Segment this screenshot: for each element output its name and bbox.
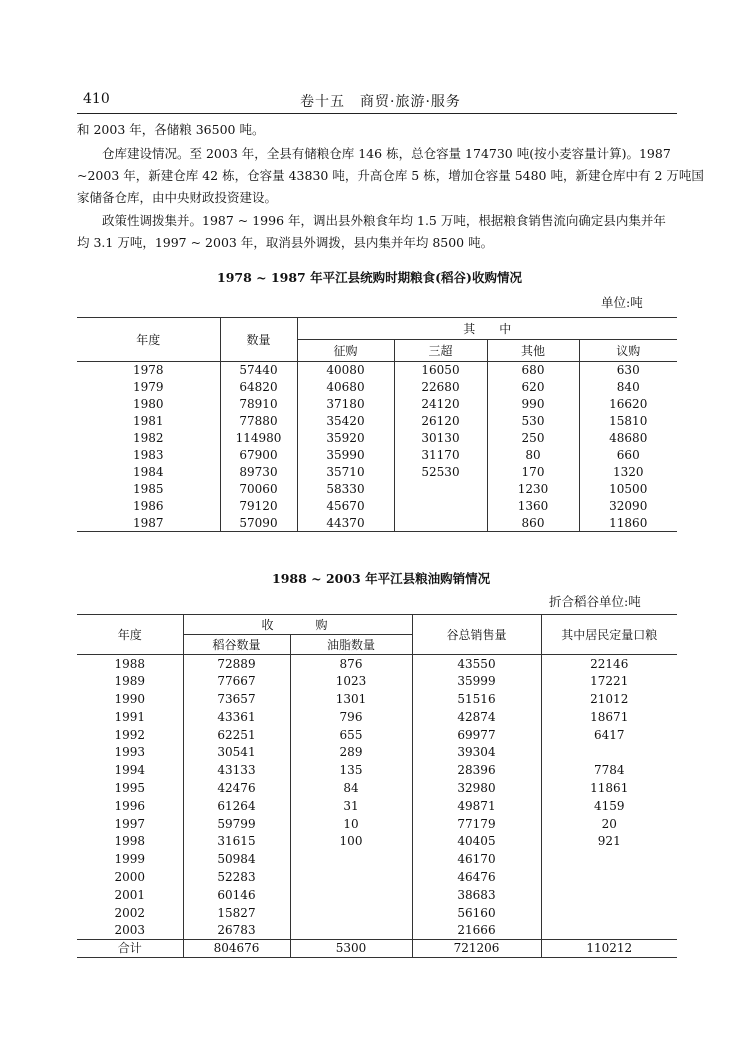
- table-cell: 57440: [220, 362, 297, 379]
- table-cell: 1983: [77, 447, 220, 464]
- table-cell: 630: [579, 362, 677, 379]
- table-cell: 1993: [77, 743, 183, 761]
- col-header-total: 数量: [220, 318, 297, 362]
- header-rule: [77, 113, 677, 114]
- table-cell: 2001: [77, 886, 183, 904]
- table-cell: [541, 850, 677, 868]
- table-cell: 1997: [77, 815, 183, 833]
- text-line: ~2003 年，新建仓库 42 栋，仓容量 43830 吨，升高仓库 5 栋，增加仓容量 5480 吨，新建仓库中有 2 万吨国: [77, 168, 704, 183]
- table-cell: 170: [487, 464, 579, 481]
- table-cell: 89730: [220, 464, 297, 481]
- text-line: 和 2003 年，各储粮 36500 吨。: [77, 122, 265, 137]
- table-cell: 52530: [394, 464, 487, 481]
- table-cell: [394, 515, 487, 532]
- table-cell: 79120: [220, 498, 297, 515]
- page-number: 410: [83, 91, 110, 107]
- table-row: [77, 362, 677, 379]
- table-1988-2003: [77, 614, 677, 958]
- table-cell: 61264: [183, 797, 290, 815]
- table-cell: 31170: [394, 447, 487, 464]
- subcol-header: 三超: [394, 340, 487, 362]
- table-cell: 1984: [77, 464, 220, 481]
- table-cell: 1998: [77, 832, 183, 850]
- table-cell: 35990: [297, 447, 394, 464]
- table-cell: 1995: [77, 779, 183, 797]
- table-cell: 62251: [183, 726, 290, 744]
- table-cell: [541, 886, 677, 904]
- table-cell: 48680: [579, 430, 677, 447]
- table-cell: 78910: [220, 396, 297, 413]
- table-row: [77, 886, 677, 904]
- table-cell: [290, 850, 412, 868]
- table1-unit: 单位:吨: [601, 295, 643, 310]
- table-cell: 1988: [77, 655, 183, 673]
- subcol-header: 油脂数量: [290, 635, 412, 655]
- table-row: [77, 498, 677, 515]
- table-row: [77, 708, 677, 726]
- table-cell: 58330: [297, 481, 394, 498]
- table-row: [77, 447, 677, 464]
- table-cell: 1978: [77, 362, 220, 379]
- table-cell: 35920: [297, 430, 394, 447]
- table-cell: 39304: [412, 743, 541, 761]
- paragraph: [77, 210, 677, 254]
- table-row: [77, 779, 677, 797]
- table-cell: 15810: [579, 413, 677, 430]
- table-cell: 680: [487, 362, 579, 379]
- table-cell: 45670: [297, 498, 394, 515]
- table-cell: 135: [290, 761, 412, 779]
- text-line: 家储备仓库，由中央财政投资建设。: [77, 190, 278, 205]
- table-cell: [290, 886, 412, 904]
- table-cell: 840: [579, 379, 677, 396]
- table2-title: 1988 ~ 2003 年平江县粮油购销情况: [272, 571, 491, 586]
- table-row: [77, 464, 677, 481]
- table-cell: 67900: [220, 447, 297, 464]
- table-cell: 1986: [77, 498, 220, 515]
- table-1978-1987: [77, 317, 677, 532]
- table-cell: 37180: [297, 396, 394, 413]
- table-cell: 110212: [541, 939, 677, 957]
- table-cell: 114980: [220, 430, 297, 447]
- table-cell: [541, 921, 677, 939]
- table-cell: 1982: [77, 430, 220, 447]
- subcol-header: 稻谷数量: [183, 635, 290, 655]
- table-cell: 21012: [541, 690, 677, 708]
- table-cell: 38683: [412, 886, 541, 904]
- table-row: [77, 515, 677, 532]
- table-cell: 4159: [541, 797, 677, 815]
- table-row: [77, 690, 677, 708]
- table1-title: 1978 ~ 1987 年平江县统购时期粮食(稻谷)收购情况: [217, 270, 522, 285]
- table-cell: 77179: [412, 815, 541, 833]
- table-cell: 50984: [183, 850, 290, 868]
- table-row: [77, 868, 677, 886]
- table-cell: 43550: [412, 655, 541, 673]
- col-header-resident-grain: 其中居民定量口粮: [541, 615, 677, 655]
- table-cell: [541, 868, 677, 886]
- table-cell: 22146: [541, 655, 677, 673]
- table-cell: 52283: [183, 868, 290, 886]
- table-row: [77, 379, 677, 396]
- table-cell: 42874: [412, 708, 541, 726]
- table-row: [77, 815, 677, 833]
- table-cell: 2002: [77, 904, 183, 922]
- table-cell: 10: [290, 815, 412, 833]
- table-row: [77, 761, 677, 779]
- table-cell: 57090: [220, 515, 297, 532]
- table-cell: 804676: [183, 939, 290, 957]
- running-head: 卷十五 商贸·旅游·服务: [300, 94, 461, 110]
- table-cell: 2003: [77, 921, 183, 939]
- table-cell: 1981: [77, 413, 220, 430]
- table-cell: 796: [290, 708, 412, 726]
- table-cell: 35420: [297, 413, 394, 430]
- table-cell: [290, 904, 412, 922]
- table-cell: 60146: [183, 886, 290, 904]
- table-cell: 73657: [183, 690, 290, 708]
- table-cell: 1990: [77, 690, 183, 708]
- table-cell: 1979: [77, 379, 220, 396]
- table-cell: 26120: [394, 413, 487, 430]
- table-cell: 660: [579, 447, 677, 464]
- table-cell: 5300: [290, 939, 412, 957]
- table-cell: 17221: [541, 672, 677, 690]
- table-cell: 32980: [412, 779, 541, 797]
- subcol-header: 征购: [297, 340, 394, 362]
- table-cell: [290, 921, 412, 939]
- table-cell: 1985: [77, 481, 220, 498]
- table-cell: 1999: [77, 850, 183, 868]
- table-cell: 1996: [77, 797, 183, 815]
- table-cell: 56160: [412, 904, 541, 922]
- table-cell: 26783: [183, 921, 290, 939]
- table-cell: 84: [290, 779, 412, 797]
- table-row: [77, 832, 677, 850]
- paragraph: [77, 143, 704, 209]
- table-cell: 1360: [487, 498, 579, 515]
- table-cell: 2000: [77, 868, 183, 886]
- table-cell: 16620: [579, 396, 677, 413]
- table-cell: 40405: [412, 832, 541, 850]
- table-cell: 44370: [297, 515, 394, 532]
- table-cell: 28396: [412, 761, 541, 779]
- table-cell: 7784: [541, 761, 677, 779]
- table-cell: 43133: [183, 761, 290, 779]
- table-cell: 70060: [220, 481, 297, 498]
- table-total-row: [77, 939, 677, 957]
- text-line: 政策性调拨集并。1987 ~ 1996 年，调出县外粮食年均 1.5 万吨，根据粮食销售流向确定县内集并年: [102, 213, 666, 228]
- table-cell: 合计: [77, 939, 183, 957]
- table-cell: 35710: [297, 464, 394, 481]
- table-cell: 530: [487, 413, 579, 430]
- table-cell: 40080: [297, 362, 394, 379]
- table-cell: 1301: [290, 690, 412, 708]
- table-cell: 1320: [579, 464, 677, 481]
- table-cell: 1023: [290, 672, 412, 690]
- table-cell: 18671: [541, 708, 677, 726]
- table-row: [77, 413, 677, 430]
- table-cell: [394, 498, 487, 515]
- table-cell: [541, 904, 677, 922]
- table-cell: 24120: [394, 396, 487, 413]
- table-row: [77, 655, 677, 673]
- table-cell: 69977: [412, 726, 541, 744]
- table-cell: 15827: [183, 904, 290, 922]
- table-cell: 921: [541, 832, 677, 850]
- table-cell: 59799: [183, 815, 290, 833]
- table-cell: 31: [290, 797, 412, 815]
- table-cell: 1980: [77, 396, 220, 413]
- table-cell: 30130: [394, 430, 487, 447]
- table-row: [77, 726, 677, 744]
- table-cell: 49871: [412, 797, 541, 815]
- table-row: [77, 430, 677, 447]
- table-cell: 46170: [412, 850, 541, 868]
- table-cell: 1989: [77, 672, 183, 690]
- table-row: [77, 904, 677, 922]
- table-cell: 620: [487, 379, 579, 396]
- table-cell: 11861: [541, 779, 677, 797]
- table-cell: 250: [487, 430, 579, 447]
- table-row: [77, 850, 677, 868]
- table-cell: 1987: [77, 515, 220, 532]
- table-cell: 51516: [412, 690, 541, 708]
- table-cell: 20: [541, 815, 677, 833]
- table-cell: 40680: [297, 379, 394, 396]
- table-row: [77, 797, 677, 815]
- table-row: [77, 396, 677, 413]
- subcol-header: 议购: [579, 340, 677, 362]
- table-cell: 72889: [183, 655, 290, 673]
- table2-unit: 折合稻谷单位:吨: [549, 594, 641, 609]
- table-cell: 6417: [541, 726, 677, 744]
- table-cell: [290, 868, 412, 886]
- table-cell: 655: [290, 726, 412, 744]
- table-cell: 10500: [579, 481, 677, 498]
- table-cell: 1230: [487, 481, 579, 498]
- table-cell: 721206: [412, 939, 541, 957]
- col-group-header: 其 中: [297, 318, 677, 340]
- table-cell: 11860: [579, 515, 677, 532]
- col-group-header: 收 购: [183, 615, 412, 635]
- table-cell: 31615: [183, 832, 290, 850]
- table-cell: 289: [290, 743, 412, 761]
- text-line: 仓库建设情况。至 2003 年，全县有储粮仓库 146 栋，总仓容量 174730 吨(按小麦容量计算)。1987: [102, 146, 671, 161]
- table-row: [77, 743, 677, 761]
- table-cell: 32090: [579, 498, 677, 515]
- table-cell: 1994: [77, 761, 183, 779]
- table-cell: 46476: [412, 868, 541, 886]
- table-cell: 22680: [394, 379, 487, 396]
- table-row: [77, 481, 677, 498]
- table-row: [77, 921, 677, 939]
- table-cell: 77667: [183, 672, 290, 690]
- table-cell: [541, 743, 677, 761]
- table-cell: 1991: [77, 708, 183, 726]
- subcol-header: 其他: [487, 340, 579, 362]
- table-cell: 1992: [77, 726, 183, 744]
- table-cell: 21666: [412, 921, 541, 939]
- table-cell: 860: [487, 515, 579, 532]
- table-cell: 100: [290, 832, 412, 850]
- text-line: 均 3.1 万吨，1997 ~ 2003 年，取消县外调拨，县内集并年均 8500 吨。: [77, 235, 494, 250]
- col-header-year: 年度: [77, 318, 220, 362]
- table-cell: 35999: [412, 672, 541, 690]
- table-cell: 876: [290, 655, 412, 673]
- table-row: [77, 672, 677, 690]
- table-cell: 80: [487, 447, 579, 464]
- table-cell: 43361: [183, 708, 290, 726]
- table-cell: 42476: [183, 779, 290, 797]
- table-cell: 30541: [183, 743, 290, 761]
- col-header-sales: 谷总销售量: [412, 615, 541, 655]
- table-cell: [394, 481, 487, 498]
- table-cell: 990: [487, 396, 579, 413]
- table-cell: 77880: [220, 413, 297, 430]
- table-cell: 64820: [220, 379, 297, 396]
- table-cell: 16050: [394, 362, 487, 379]
- col-header-year: 年度: [77, 615, 183, 655]
- paragraph: [77, 119, 677, 141]
